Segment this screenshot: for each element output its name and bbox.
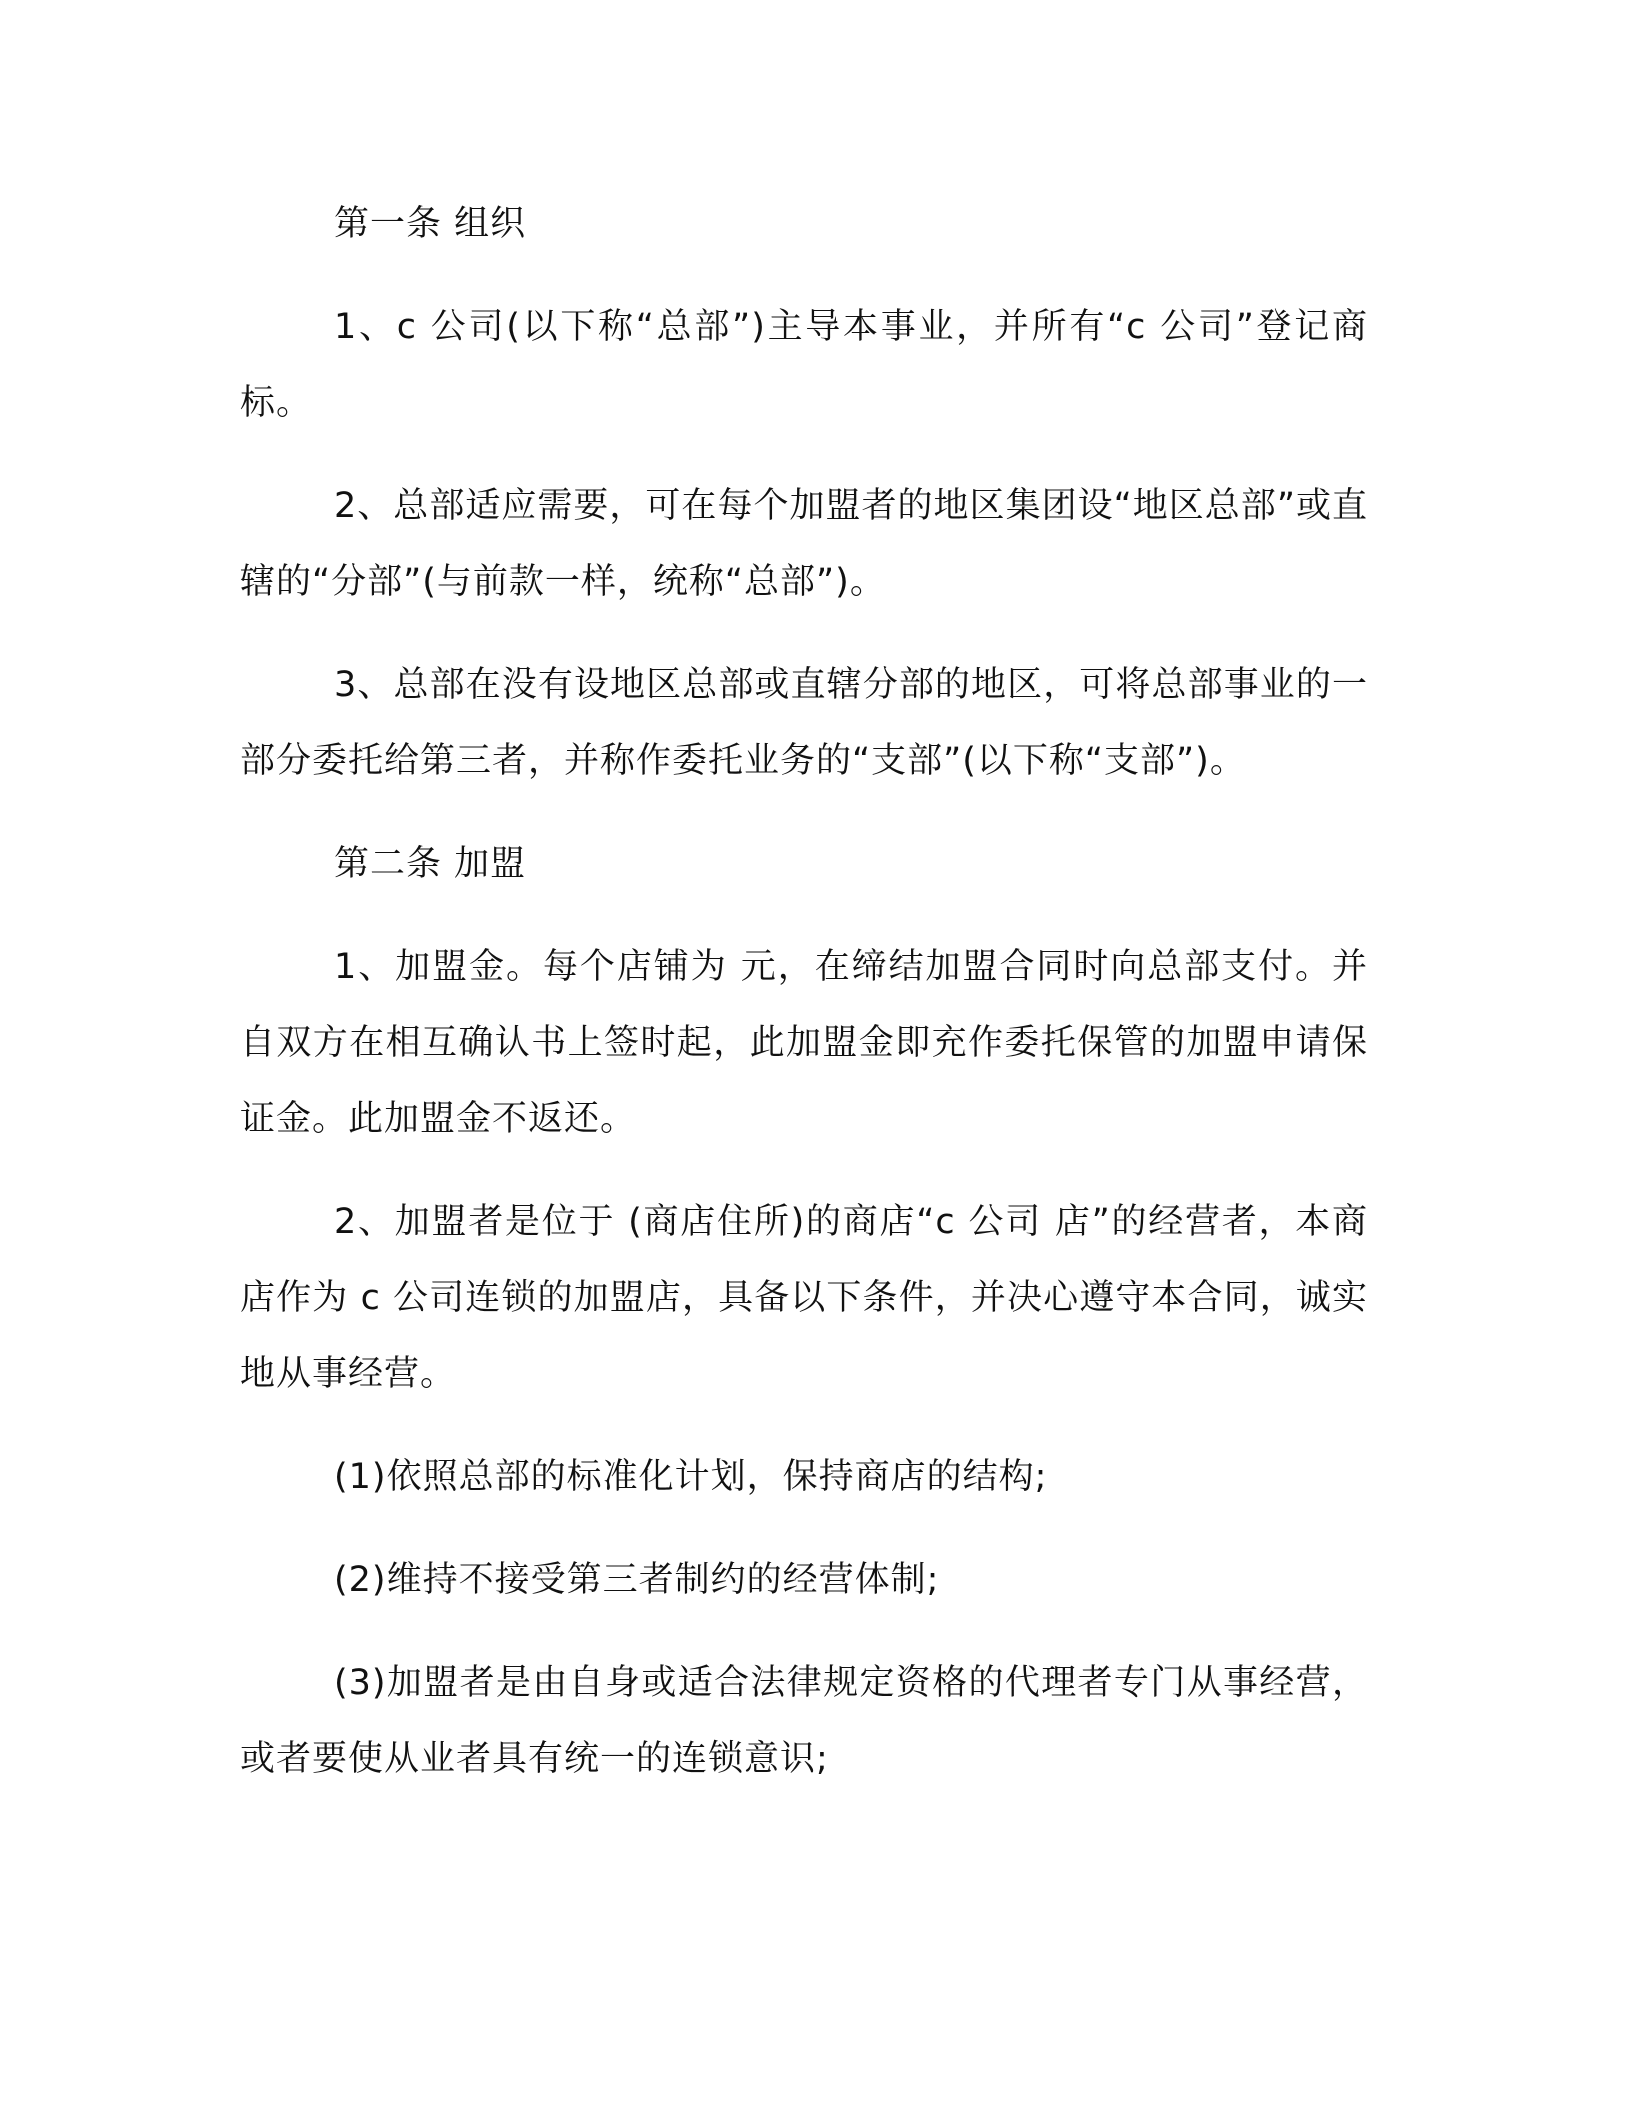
condition-3: (3)加盟者是由自身或适合法律规定资格的代理者专门从事经营，或者要使从业者具有统一的连锁意识;: [240, 1663, 1368, 1779]
article-2-heading: 第二条 加盟: [334, 844, 527, 884]
article-2-clause-2: 2、加盟者是位于 (商店住所)的商店“c 公司 店”的经营者，本商店作为 c 公司连锁的加盟店，具备以下条件，并决心遵守本合同，诚实地从事经营。: [240, 1202, 1368, 1394]
article-1-clause-1: 1、c 公司(以下称“总部”)主导本事业，并所有“c 公司”登记商标。: [240, 307, 1368, 423]
article-1-clause-2: 2、总部适应需要，可在每个加盟者的地区集团设“地区总部”或直辖的“分部”(与前款一样，统称“总部”)。: [240, 486, 1368, 602]
article-1-heading: 第一条 组织: [334, 204, 527, 244]
condition-1: (1)依照总部的标准化计划，保持商店的结构;: [334, 1457, 1048, 1497]
condition-2: (2)维持不接受第三者制约的经营体制;: [334, 1560, 940, 1600]
article-2-clause-1: 1、加盟金。每个店铺为 元，在缔结加盟合同时向总部支付。并自双方在相互确认书上签时起，此加盟金即充作委托保管的加盟申请保证金。此加盟金不返还。: [240, 947, 1368, 1139]
document-body: [240, 186, 1368, 1797]
article-1-clause-3: 3、总部在没有设地区总部或直辖分部的地区，可将总部事业的一部分委托给第三者，并称作委托业务的“支部”(以下称“支部”)。: [240, 665, 1368, 781]
